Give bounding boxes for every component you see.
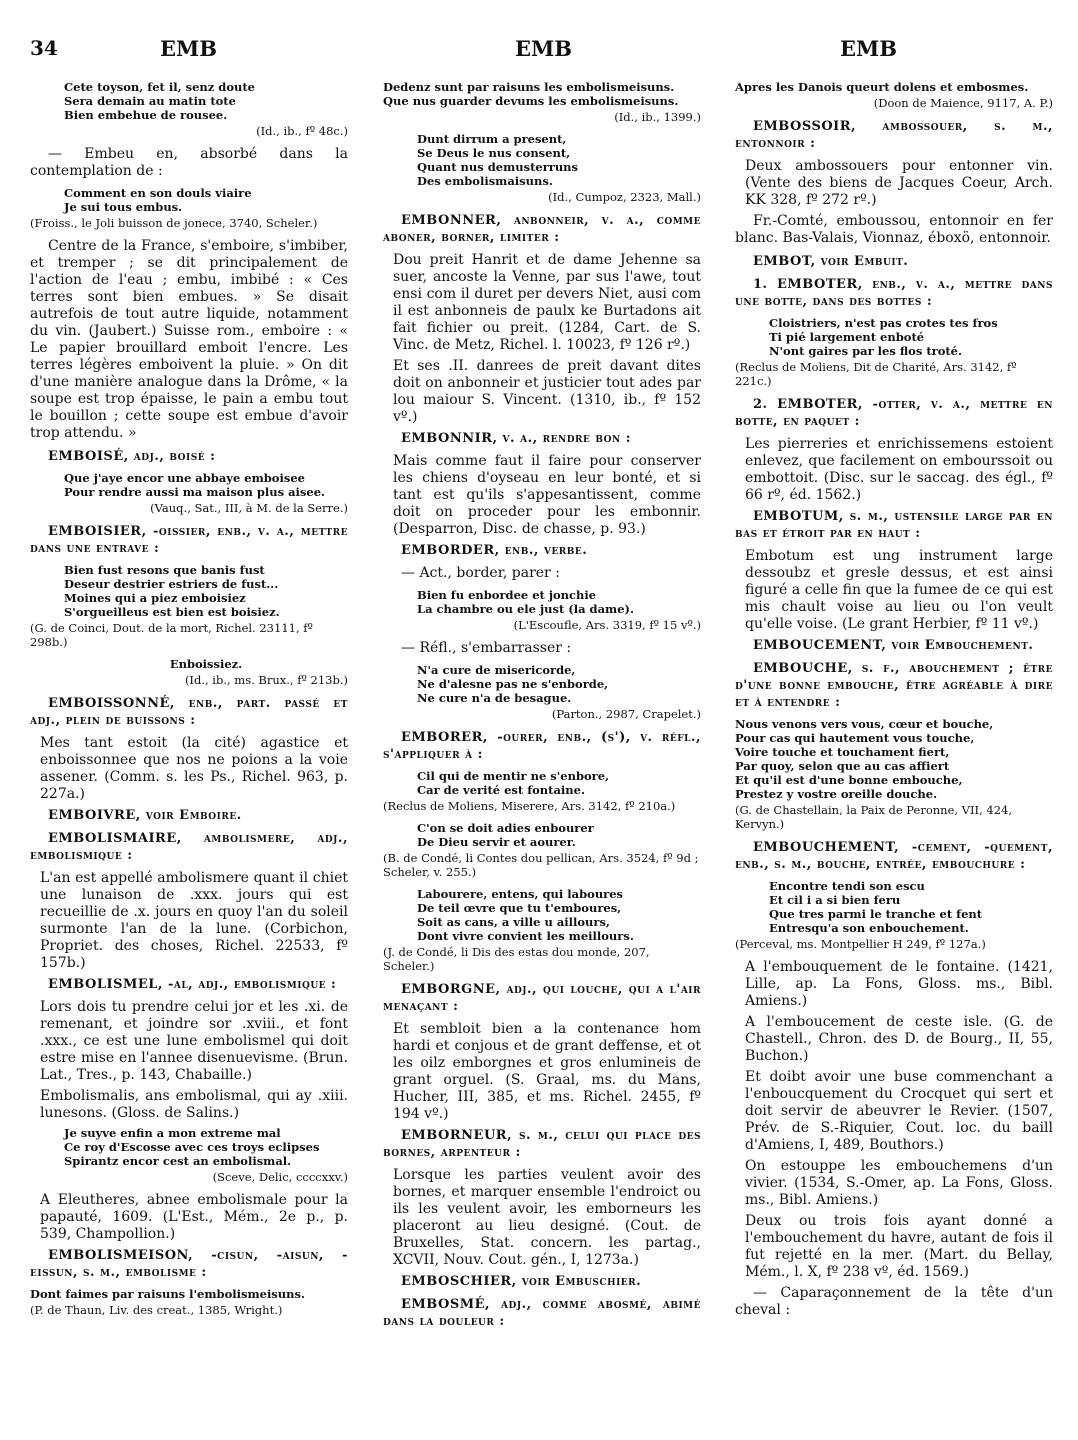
quote-line: Deseur destrier estriers de fust... [64,577,279,591]
example: Lors dois tu prendre celui jor et les .xi. de remenant, et joindre sor .xviii., et font .xxx., ce est une lune embolismel qui doit estre mise en l'annee disenuevisme. (Brun. Lat., Tres., p. 143, Chabaille.) [40,999,348,1083]
example: L'an est appellé ambolismere quant il chiet une lunaison de .xxx. jours qui est recueillie de .x. jours en quoy l'an du soleil surmonte l'an de la lune. (Corbichon, Propriet. des choses, Richel. 22533, fº 157b.) [40,870,348,971]
citation: (Id., ib., 1399.) [614,110,701,124]
sense-paragraph: — Act., border, parer : [401,565,560,581]
sense-paragraph: — Embeu en, absorbé dans la contemplation de : [30,146,348,179]
quote-line: Cil qui de mentir ne s'enbore, [417,769,610,783]
citation: (P. de Thaun, Liv. des creat., 1385, Wright.) [30,1303,283,1317]
citation: (Perceval, ms. Montpellier H 249, fº 127a.) [735,937,986,951]
example: Et sembloit bien a la contenance hom hardi et conjous et de grant deffense, et ot les oilz emborgnes et gros enlumineis de grant orguel. (S. Graal, ms. du Mans, Hucher, III, 385, et ms. Richel. 2455, fº 194 vº.) [393,1021,701,1122]
quote [417,588,701,616]
citation: (G. de Coinci, Dout. de la mort, Richel. 23111, fº 298b.) [30,621,313,649]
quote-line: Et qu'il est d'une bonne embouche, [735,773,963,787]
quote-line: Labourere, entens, qui laboures [417,887,624,901]
quote-line: C'on se doit adies enbourer [417,821,594,835]
quote-line: Comment en son douls viaire [64,186,252,200]
example: Mes tant estoit (la cité) agastice et enboissonnee que nos ne poions a la voie assener. (Comm. s. les Ps., Richel. 963, p. 227a.) [40,735,348,802]
quote-line: Soit as cans, a ville u aillours, [417,915,610,929]
quote-line: Spirantz encor cest an embolismal. [64,1154,292,1168]
entry-embossoir: EMBOSSOIR, ambossouer, s. m., entonnoir : [735,119,1053,151]
quote-line: Pour cas qui hautement vous touche, [735,731,975,745]
entry-emborgne: EMBORGNE, adj., qui louche, qui a l'air menaçant : [383,982,701,1014]
quote-line: Des embolismaisuns. [417,174,553,188]
quote-line: Quant nus demusterruns [417,160,579,174]
example: Et doibt avoir une buse commenchant a l'enboucquement du Crocquet qui sert et doit servir de abeuvrer le Revier. (1507, Prév. de S.-Riquier, Cout. loc. du baill d'Amiens, I, 489, Bouthors.) [745,1069,1053,1153]
example: On estouppe les embouchemens d'un vivier. (1534, S.-Omer, ap. La Fons, Gloss. ms., Bibl. Amiens.) [745,1158,1053,1208]
dialect-paragraph: Fr.-Comté, emboussou, entonnoir en fer blanc. Bas-Valais, Vionnaz, éboxö, entonnoir. [735,213,1053,246]
quote [30,1287,348,1301]
example: Mais comme faut il faire pour conserver les chiens d'oyseau en leur bonté, et si tant est qu'ils s'appesantissent, comme doit on proceder pour les embonnir. (Desparron, Disc. de chasse, p. 93.) [393,453,701,537]
quote [417,887,701,943]
citation: (L'Escoufle, Ars. 3319, fº 15 vº.) [513,618,701,632]
example: Lorsque les parties veulent avoir des bornes, et marquer ensemble l'endroict ou ils les veulent avoir, les emborneurs les placeront au lieu designé. (Cout. de Bruxelles, Stat. concern. les partag., XCVII, Nouv. Cout. gén., I, 1273a.) [393,1167,701,1268]
citation: (J. de Condé, li Dis des estas dou monde, 207, Scheler.) [383,945,650,973]
quote [417,821,701,849]
running-head-center: EMB [515,36,573,61]
quote [769,879,1053,935]
entry-emboivre: EMBOIVRE, voir Emboire. [48,808,242,823]
quote-line: Voire touche et touchament fiert, [735,745,950,759]
entry-embouchement: EMBOUCHEMENT, -cement, -quement, enb., s. m., bouche, entrée, embouchure : [735,840,1053,872]
quote [383,80,701,108]
entry-embonner: EMBONNER, anbonneir, v. a., comme aboner, borner, limiter : [383,213,701,245]
entry-emboter-1: 1. EMBOTER, enb., v. a., mettre dans une botte, dans des bottes : [735,277,1053,309]
quote-line: Dont faimes par raisuns l'embolismeisuns. [30,1287,305,1301]
quote-line: Car de verité est fontaine. [417,783,585,797]
entry-embolismaire: EMBOLISMAIRE, ambolismere, adj., embolismique : [30,831,348,863]
dialect-paragraph: Centre de la France, s'emboire, s'imbiber, et tremper ; se dit principalement de l'action de l'eau ; embu, imbibé : « Ces terres sont bien embues. » Se disait autrefois de tout autre liquide, notamment du vin. (Jaubert.) Suisse rom., emboire : « Le papier brouillard emboit l'encre. Les terres légères emboivent la pluie. » On dit d'une manière analogue dans la Drôme, « la soupe est trop épaisse, le pain a embu tout le bouillon ; cette soupe est embue d'avoir trop attendu. » [30,238,348,441]
quote-line: Bien fust resons que banis fust [64,563,265,577]
quote-line: Par quoy, selon que au cas affiert [735,759,950,773]
entry-emboschier: EMBOSCHIER, voir Embuschier. [401,1274,642,1289]
citation: (Froiss., le Joli buisson de jonece, 3740, Scheler.) [30,216,318,230]
entry-emboisier: EMBOISIER, -oissier, enb., v. a., mettre dans une entrave : [30,524,348,556]
quote-line: Cloistriers, n'est pas crotes tes fros [769,316,998,330]
entry-embolismel: EMBOLISMEL, -al, adj., embolismique : [48,977,337,992]
column-2 [383,80,701,1336]
quote-line: Dedenz sunt par raisuns les embolismeisuns. [383,80,675,94]
quote-line: N'a cure de misericorde, [417,663,576,677]
quote [64,1126,348,1168]
quote-line: Que j'aye encor une abbaye emboisee [64,471,305,485]
example: Et ses .II. danrees de preit davant dites doit on anbonneir et justicier tout ades par lou maiour S. Vincent. (1310, ib., fº 152 vº.) [393,358,701,425]
quote [64,657,348,671]
column-3 [735,80,1053,1325]
example: Dou preit Hanrit et de dame Jehenne sa suer, ancoste la Venne, par sus l'awe, tout ensi com il duret per devers Niet, ausi com il est anbonneis de paulx ke Burtadons ait fait fichier ou preit. (1284, Cart. de S. Vinc. de Metz, Richel. l. 10023, fº 126 rº.) [393,252,701,353]
entry-embot: EMBOT, voir Embuit. [753,254,909,269]
quote [64,563,348,619]
quote-line: De teil œvre que tu t'emboures, [417,901,622,915]
citation: (Reclus de Moliens, Dit de Charité, Ars. 3142, fº 221c.) [735,360,1017,388]
quote-line: Enboissiez. [169,657,243,671]
citation: (G. de Chastellain, la Paix de Peronne, VII, 424, Kervyn.) [735,803,1012,831]
quote [417,663,701,705]
entry-emboissonne: EMBOISSONNÉ, enb., part. passé et adj., plein de buissons : [30,696,348,728]
quote-line: De Dieu servir et aourer. [417,835,576,849]
quote-line: Se Deus le nus consent, [417,146,571,160]
example: Les pierreries et enrichissemens estoient enlevez, que facilement on embourssoit ou embottoit. (Disc. sur le saccag. des égl., fº 66 rº, éd. 1562.) [745,436,1053,503]
quote [735,717,1053,801]
quote-line: Bien fu enbordee et jonchie [417,588,597,602]
sense-paragraph: — Réfl., s'embarrasser : [401,640,572,656]
quote-line: La chambre ou ele just (la dame). [417,602,634,616]
example: A l'emboucement de ceste isle. (G. de Chastell., Chron. des D. de Bourg., II, 55, Buchon.) [745,1014,1053,1064]
quote-line: N'ont gaires par les flos troté. [769,344,962,358]
example: A l'embouquement de le fontaine. (1421, Lille, ap. La Fons, Gloss. ms., Bibl. Amiens.) [745,959,1053,1009]
citation: (Id., ib., fº 48c.) [256,124,348,138]
quote-line: Entresqu'a son enbouchement. [769,921,969,935]
quote-line: Prestez y vostre oreille douche. [735,787,938,801]
entry-emborer: EMBORER, -ourer, enb., (s'), v. réfl., s'appliquer à : [383,730,701,762]
entry-embotum: EMBOTUM, s. m., ustensile large par en bas et étroit par en haut : [735,509,1053,541]
entry-emborder: EMBORDER, enb., verbe. [401,543,588,558]
quote [417,132,701,188]
quote [64,186,348,214]
quote-line: Ne d'alesne pas ne s'enborde, [417,677,609,691]
entry-embonnir: EMBONNIR, v. a., rendre bon : [401,431,632,446]
quote-line: Que nus guarder devums les embolismeisuns. [383,94,679,108]
quote-line: Moines qui a piez emboisiez [64,591,246,605]
quote-line: Bien embehue de rousee. [64,108,228,122]
quote-line: Ce roy d'Escosse avec ces troys eclipses [64,1140,320,1154]
quote-line: Que tres parmi le tranche et fent [769,907,983,921]
running-head-right: EMB [840,36,898,61]
quote-line: Pour rendre aussi ma maison plus aisee. [64,485,326,499]
quote-line: Dont vivre convient les meillours. [417,929,634,943]
entry-emborneur: EMBORNEUR, s. m., celui qui place des bornes, arpenteur : [383,1128,701,1160]
example: A Eleutheres, abnee embolismale pour la papauté, 1609. (L'Est., Mém., 2e p., p. 539, Champollion.) [40,1192,348,1242]
quote-line: Sera demain au matin tote [64,94,236,108]
example: Embotum est ung instrument large dessoubz et gresle dessus, et est ainsi figuré a celle fin que la fumee de ce qui est mis chault voise au lieu ou l'on veult qu'elle voise. (Le grant Herbier, fº 11 vº.) [745,548,1053,632]
citation: (Id., Cumpoz, 2323, Mall.) [548,190,701,204]
quote-line: Nous venons vers vous, cœur et bouche, [735,717,994,731]
quote-line: Apres les Danois queurt dolens et embosmes. [735,80,1029,94]
citation: (Vauq., Sat., III, à M. de la Serre.) [150,501,348,515]
quote-line: S'orgueilleus est bien est boisiez. [64,605,280,619]
quote-line: Encontre tendi son escu [769,879,925,893]
citation: (Parton., 2987, Crapelet.) [551,707,701,721]
quote [64,80,348,122]
example: Deux ou trois fois ayant donné a l'embouchement du havre, autant de fois il fut rejetté en la mer. (Mart. du Bellay, Mém., l. X, fº 238 vº, éd. 1569.) [745,1213,1053,1280]
column-1 [30,80,348,1325]
citation: (Doon de Maience, 9117, A. P.) [873,96,1053,110]
quote-line: Je sui tous embus. [64,200,183,214]
entry-emboter-2: 2. EMBOTER, -otter, v. a., mettre en botte, en paquet : [735,397,1053,429]
running-head-left: EMB [160,36,218,61]
citation: (Id., ib., ms. Brux., fº 213b.) [184,673,348,687]
entry-embosme: EMBOSMÉ, adj., comme abosmé, abimé dans la douleur : [383,1297,701,1329]
citation: (Sceve, Delic, ccccxxv.) [212,1170,348,1184]
sense-paragraph: — Caparaçonnement de la tête d'un cheval : [735,1285,1053,1318]
quote [417,769,701,797]
quote [64,471,348,499]
quote-line: Dunt dirrum a present, [417,132,567,146]
quote-line: Ti pié largement enboté [769,330,925,344]
entry-emboucement: EMBOUCEMENT, voir Embouchement. [753,638,1034,653]
citation: (Reclus de Moliens, Miserere, Ars. 3142, fº 210a.) [383,799,676,813]
quote-line: Je suyve enfin a mon extreme mal [64,1126,281,1140]
entry-emboise: EMBOISÉ, adj., boisé : [48,449,216,464]
example: Deux ambossouers pour entonner vin. (Vente des biens de Jacques Coeur, Arch. KK 328, fº 272 rº.) [745,158,1053,208]
quote-line: Cete toyson, fet il, senz doute [64,80,255,94]
quote [735,80,1053,94]
quote [769,316,1053,358]
entry-embolismeison: EMBOLISMEISON, -cisun, -aisun, -eissun, s. m., embolisme : [30,1248,348,1280]
example: Embolismalis, ans embolismal, qui ay .xiii. lunesons. (Gloss. de Salins.) [40,1088,348,1121]
citation: (B. de Condé, li Contes dou pellican, Ars. 3524, fº 9d ; Scheler, v. 255.) [383,851,699,879]
page-number: 34 [30,36,58,60]
quote-line: Et cil i a si bien feru [769,893,901,907]
entry-embouche: EMBOUCHE, s. f., abouchement ; être d'une bonne embouche, être agréable à dire et à entendre : [735,661,1053,710]
quote-line: Ne cure n'a de besague. [417,691,572,705]
